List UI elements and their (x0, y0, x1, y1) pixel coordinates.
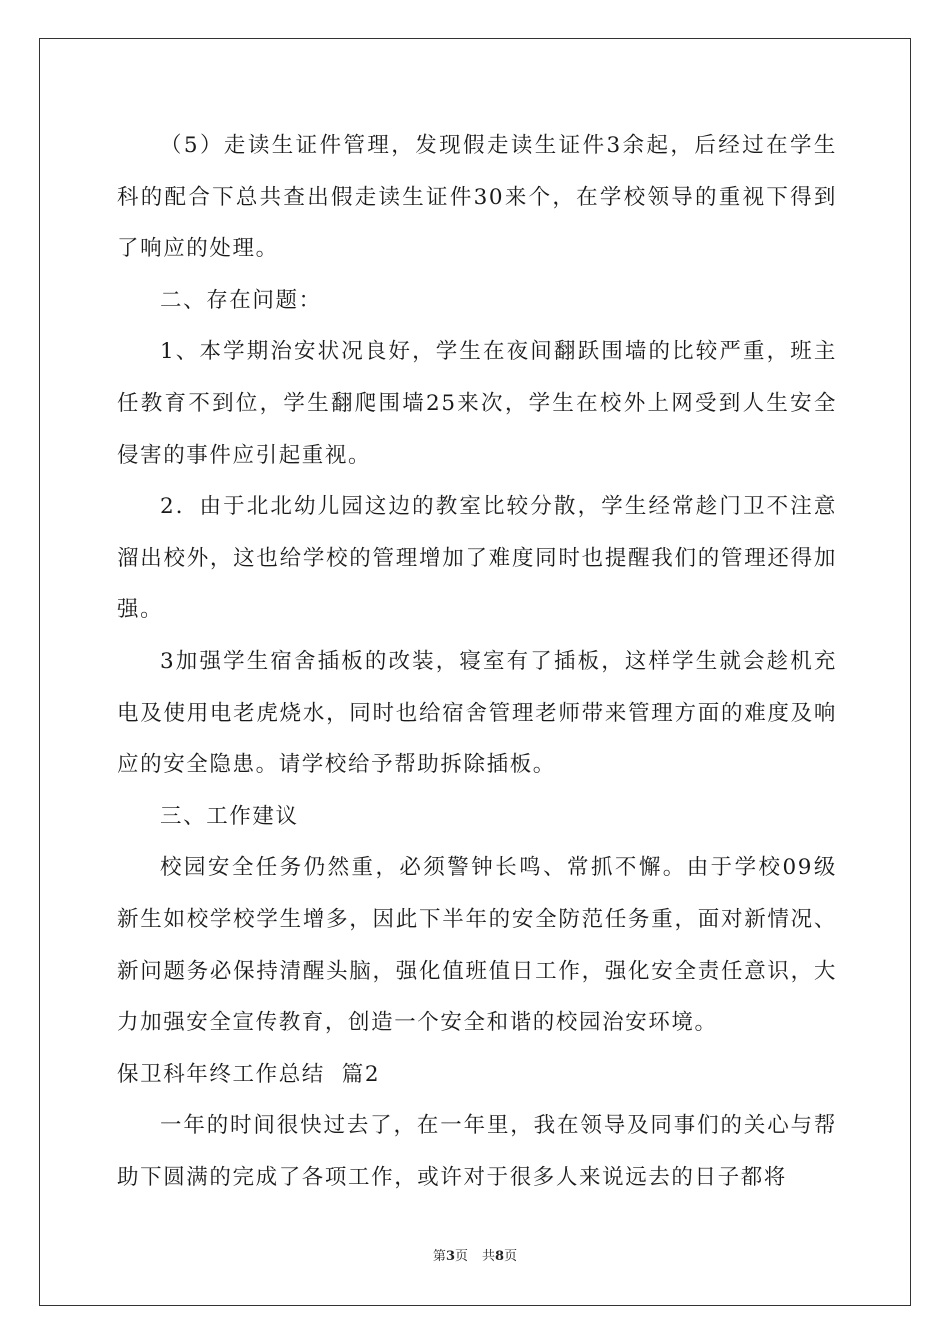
paragraph-suggestions: 校园安全任务仍然重，必须警钟长鸣、常抓不懈。由于学校09级新生如校学校学生增多，因此下半年的安全防范任务重，面对新情况、新问题务必保持清醒头脑，强化值班值日工作，强化安全责任意识，大力加强安全宣传教育，创造一个安全和谐的校园治安环境。 (117, 855, 837, 1036)
paragraph-student-id-management: （5）走读生证件管理，发现假走读生证件3余起，后经过在学生科的配合下总共查出假走读生证件30来个，在学校领导的重视下得到了响应的处理。 (117, 133, 837, 262)
paragraph-problem-1: 1、本学期治安状况良好，学生在夜间翻跃围墙的比较严重，班主任教育不到位，学生翻爬围墙25来次，学生在校外上网受到人生安全侵害的事件应引起重视。 (117, 339, 837, 468)
footer-prefix: 第 (432, 1249, 446, 1264)
heading-work-suggestions: 三、工作建议 (160, 803, 299, 829)
footer-total-prefix: 共 (482, 1249, 496, 1264)
footer-current-page: 3 (445, 1249, 455, 1264)
heading-existing-problems: 二、存在问题： (160, 287, 322, 313)
footer-total-pages: 8 (495, 1249, 505, 1264)
paragraph-problem-2: 2．由于北北幼儿园这边的教室比较分散，学生经常趁门卫不注意溜出校外，这也给学校的管理增加了难度同时也提醒我们的管理还得加强。 (117, 494, 837, 623)
document-body (117, 120, 837, 1203)
footer-total-suffix: 页 (504, 1249, 518, 1264)
paragraph-problem-3: 3加强学生宿舍插板的改装，寝室有了插板，这样学生就会趁机充电及使用电老虎烧水，同时也给宿舍管理老师带来管理方面的难度及响应的安全隐患。请学校给予帮助拆除插板。 (117, 648, 837, 778)
paragraph-section-2-intro: 一年的时间很快过去了，在一年里，我在领导及同事们的关心与帮助下圆满的完成了各项工作，或许对于很多人来说远去的日子都将 (117, 1113, 837, 1190)
footer-page-label: 页 (454, 1249, 468, 1264)
page-footer (0, 1245, 950, 1264)
section-title: 保卫科年终工作总结 篇2 (117, 1061, 381, 1087)
